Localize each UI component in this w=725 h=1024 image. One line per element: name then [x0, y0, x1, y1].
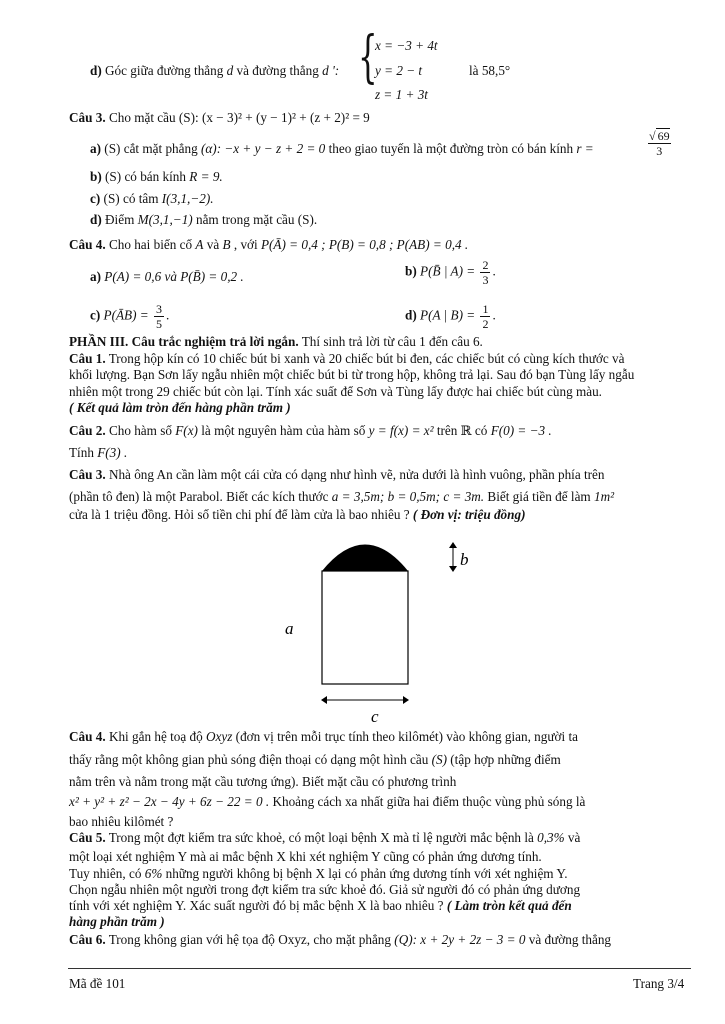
p2-line2b: F(3) . [97, 445, 128, 460]
q3-b-text: (S) có bán kính [105, 169, 186, 184]
q4-var-b: B [222, 237, 231, 252]
q3-c-label: c) [90, 191, 101, 206]
q4-stem [69, 236, 468, 253]
q3-a-r: r = [576, 141, 594, 156]
q3-d-text1: Điểm [105, 212, 135, 227]
q4-c-den: 5 [156, 317, 162, 331]
q3-b-val: R = 9. [189, 169, 223, 184]
p3-dims: a = 3,5m; b = 0,5m; c = 3m. [331, 489, 485, 504]
q3-label: Câu 3. [69, 110, 106, 125]
p2-cond: F(0) = −3 . [490, 423, 552, 438]
p4-line5: bao nhiêu kilômét ? [69, 814, 174, 829]
p3-note: ( Đơn vị: triệu đồng) [412, 507, 526, 522]
q4-d: d) P(A | B) = $\frac{1}{2}$ . [405, 302, 496, 331]
p6-plane: (Q): x + 2y + 2z − 3 = 0 [394, 932, 526, 947]
q2d-label: d) [90, 63, 102, 78]
q3-d-label: d) [90, 212, 102, 227]
q2d-value: 58,5° [481, 63, 511, 78]
p5-line3b: những người không bị bệnh X lại có phản ứng dương tính với xét nghiệm Y. [165, 866, 568, 881]
p2-line1 [69, 422, 552, 439]
sys-eq-1: x = −3 + 4t [375, 38, 438, 53]
footer-page: Trang 3/4 [633, 976, 685, 991]
q4-d-den: 2 [482, 317, 489, 331]
q2d-var-dprime: d ': [322, 63, 340, 78]
q2d-text2: và đường thẳng [236, 63, 319, 78]
part3-title: PHẦN III. Câu trắc nghiệm trả lời ngắn. [69, 334, 299, 349]
p4-line3: nằm trên và nằm trong mặt cầu tương ứng). Biết mặt cầu có phương trình [69, 774, 457, 789]
p4-eq: x² + y² + z² − 2x − 4y + 6z − 22 = 0 . [69, 794, 270, 809]
p6-text2: và đường thẳng [528, 932, 612, 947]
square-region [322, 571, 408, 684]
door-figure [270, 528, 490, 728]
p4-line4 [69, 793, 585, 810]
q4-c-label: c) [90, 307, 101, 323]
p5-pct1: 0,3% [537, 830, 565, 845]
p1-line2: khối lượng. Bạn Sơn lấy ngẫu nhiên một chiếc bút bi từ trong hộp, không trả lại. Sau đó bạn Tùng lấy ngẫu [69, 367, 635, 382]
p4-line2 [69, 751, 561, 768]
p4-oxyz: Oxyz [206, 729, 233, 744]
p2-text1: Cho hàm số [108, 423, 172, 438]
q3-c-text: (S) có tâm [103, 191, 159, 206]
p5-line5a: tính với xét nghiệm Y. Xác suất người đó bị mắc bệnh X là bao nhiêu ? [69, 898, 444, 913]
p1-line3: nhiên một trong 29 chiếc bút còn lại. Tính xác suất để Sơn và Tùng lấy được hai chiếc bút cùng màu. [69, 384, 602, 399]
q2d-text1: Góc giữa đường thẳng [105, 63, 224, 78]
p4-label: Câu 4. [69, 729, 106, 744]
q4-b-lhs: P(B̄ | A) = [420, 263, 476, 279]
p5-note2: hàng phần trăm ) [69, 914, 165, 929]
p3-unit: 1m² [593, 489, 615, 504]
p1-label: Câu 1. [69, 351, 106, 366]
footer-code: Mã đề 101 [69, 976, 126, 991]
q3-a-den: 3 [656, 144, 663, 158]
q4-text2: , với [233, 237, 258, 252]
q3-d-text2: nằm trong mặt cầu (S). [195, 212, 318, 227]
sys-eq-2: y = 2 − t [375, 63, 423, 78]
q3-c [90, 190, 214, 207]
p6-label: Câu 6. [69, 932, 106, 947]
p3-line3 [69, 506, 525, 523]
p3-line3-text: cửa là 1 triệu đồng. Hỏi số tiền chi phí để làm cửa là bao nhiêu ? [69, 507, 410, 522]
q3-d-val: M(3,1,−1) [137, 212, 193, 227]
q4-var-a: A [195, 237, 204, 252]
q4-c: c) P(ĀB) = $\frac{3}{5}$ . [90, 302, 170, 331]
p3-line1 [69, 466, 604, 483]
q4-a [90, 268, 244, 285]
p1-note: ( Kết quả làm tròn đến hàng phần trăm ) [69, 400, 291, 415]
p4-S: (S) [431, 752, 447, 767]
p4-line4-text: Khoảng cách xa nhất giữa hai điểm thuộc vùng phủ sóng là [272, 794, 586, 809]
p3-line2a: (phần tô đen) là một Parabol. Biết các kích thước [69, 489, 329, 504]
p3-label: Câu 3. [69, 467, 106, 482]
q4-d-label: d) [405, 307, 417, 323]
part3-sub: Thí sinh trả lời từ câu 1 đến câu 6. [301, 334, 483, 349]
q3-a-text1: (S) cắt mặt phẳng [104, 141, 198, 156]
p2-text2: là một nguyên hàm của hàm số [201, 423, 366, 438]
fig-label-c: c [371, 707, 379, 726]
p4-line1b: (đơn vị trên mỗi trục tính theo kilômét) vào không gian, người ta [235, 729, 578, 744]
q2d-text3: là [469, 63, 479, 78]
q3-a [90, 140, 594, 157]
q4-text: Cho hai biến cố [108, 237, 193, 252]
q3-a-text2: theo giao tuyến là một đường tròn có bán kính [328, 141, 574, 156]
q4-b-num: 2 [482, 258, 489, 272]
q2d-line [90, 62, 339, 79]
p5-line3a: Tuy nhiên, có [69, 866, 142, 881]
p1-line1 [69, 350, 624, 367]
p5-line1b: và [567, 830, 581, 845]
p6-line1 [69, 931, 611, 948]
p5-line1 [69, 829, 580, 846]
q3-a-label: a) [90, 141, 101, 156]
p5-note1: ( Làm tròn kết quả đến [446, 898, 572, 913]
p2-line2a: Tính [69, 445, 94, 460]
q4-b: b) P(B̄ | A) = $\frac{2}{3}$ . [405, 258, 496, 287]
q3-text: Cho mặt cầu [108, 110, 176, 125]
p5-label: Câu 5. [69, 830, 106, 845]
p2-F: F(x) [175, 423, 198, 438]
q4-a-label: a) [90, 269, 101, 284]
fig-label-b: b [460, 550, 469, 569]
q4-b-den: 3 [482, 273, 489, 287]
p2-label: Câu 2. [69, 423, 106, 438]
q3-eq: (S): (x − 3)² + (y − 1)² + (z + 2)² = 9 [178, 110, 370, 125]
q3-a-num: 69 [657, 129, 670, 143]
q4-a-val: P(A) = 0,6 và P(B̄) = 0,2 . [104, 269, 244, 284]
p4-line2b: (tập hợp những điểm [450, 752, 561, 767]
p3-line1-text: Nhà ông An cần làm một cái cửa có dạng như hình vẽ, nửa dưới là hình vuông, phần phía trên [108, 467, 605, 482]
q4-label: Câu 4. [69, 237, 106, 252]
p6-text1: Trong không gian với hệ tọa độ Oxyz, cho mặt phẳng [108, 932, 391, 947]
p5-pct2: 6% [144, 866, 163, 881]
sys-eq-3: z = 1 + 3t [375, 87, 428, 102]
p3-line2 [69, 488, 614, 505]
p2-text3: trên ℝ có [436, 423, 488, 438]
q4-va: và [206, 237, 220, 252]
parabola-region [322, 545, 408, 572]
q2d-result [469, 62, 510, 79]
q4-d-lhs: P(A | B) = [420, 307, 476, 323]
q4-b-label: b) [405, 263, 417, 279]
p4-line1 [69, 728, 578, 745]
footer-divider [68, 968, 691, 969]
q3-b-label: b) [90, 169, 102, 184]
p2-line2 [69, 444, 127, 461]
q3-b [90, 168, 223, 185]
q4-d-num: 1 [482, 302, 489, 316]
q4-c-num: 3 [156, 302, 162, 316]
q3-a-plane: (α): −x + y − z + 2 = 0 [200, 141, 326, 156]
q3-a-fraction: √ 69 3 [649, 129, 670, 158]
p4-line1a: Khi gắn hệ toạ độ [108, 729, 203, 744]
q2d-var-d: d [226, 63, 234, 78]
p5-line4: Chọn ngẫu nhiên một người trong đợt kiểm tra sức khoẻ đó. Giả sử người đó có phản ứng dương [69, 882, 581, 897]
fig-label-a: a [285, 619, 294, 638]
p5-line5 [69, 897, 572, 914]
q3-c-val: I(3,1,−2). [161, 191, 214, 206]
p2-f: y = f(x) = x² [368, 423, 434, 438]
p5-line1a: Trong một đợt kiểm tra sức khoẻ, có một loại bệnh X mà tỉ lệ người mắc bệnh là [108, 830, 534, 845]
p5-line3 [69, 865, 568, 882]
p3-line2b: Biết giá tiền để làm [487, 489, 591, 504]
q3-d [90, 211, 317, 228]
q3-stem [69, 109, 370, 126]
p5-line2: một loại xét nghiệm Y mà ai mắc bệnh X khi xét nghiệm Y cũng có phản ứng dương tính. [69, 849, 542, 864]
part3-heading [69, 333, 483, 350]
q4-c-lhs: P(ĀB) = [103, 307, 149, 323]
q4-cond: P(Ā) = 0,4 ; P(B) = 0,8 ; P(AB) = 0,4 . [260, 237, 469, 252]
system-brace: { [358, 25, 378, 90]
p4-line2a: thấy rằng một không gian phủ sóng điện thoại có dạng một hình cầu [69, 752, 429, 767]
p1-line1-text: Trong hộp kín có 10 chiếc bút bi xanh và 20 chiếc bút bi đen, các chiếc bút có cùng kích thước và [108, 351, 625, 366]
